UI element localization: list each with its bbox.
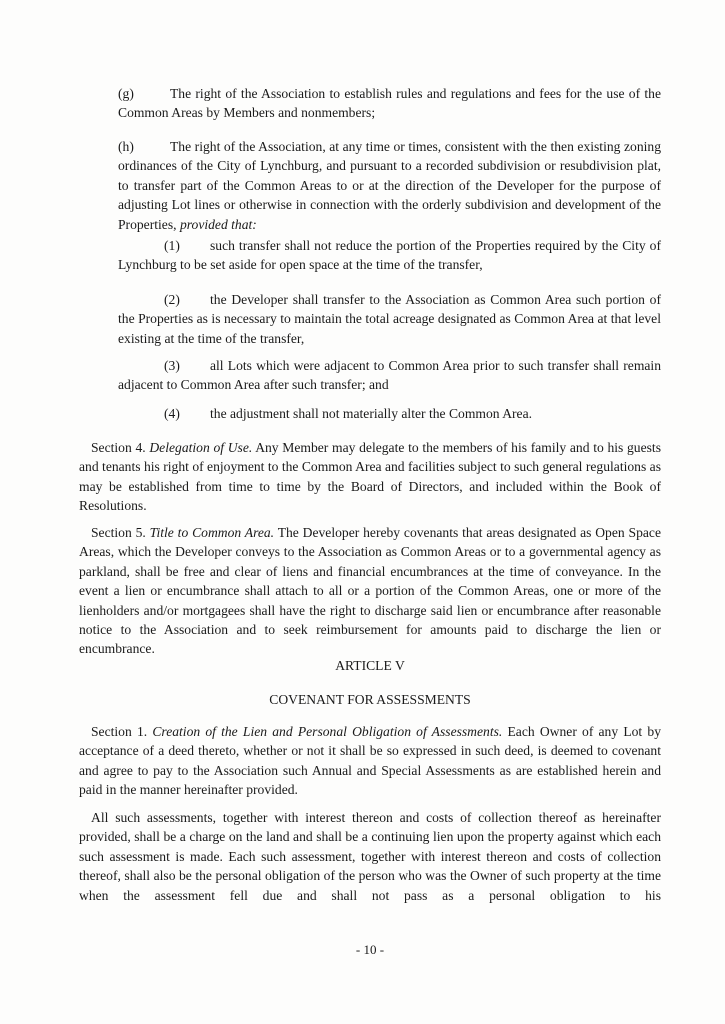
item-g-text: The right of the Association to establish rules and regulations and fees for the use of the Common Areas by Members and nonmembers; xyxy=(118,86,661,121)
item-h-proviso: provided that: xyxy=(179,216,257,232)
section-4-text: Any Member may delegate to the members of his family and to his guests and tenants his right of enjoyment to the Common Area and facilities subject to such general regulations as may be established from time to time by the Board of Directors, and included within the Book of Resolutions. xyxy=(79,440,661,514)
item-g xyxy=(118,84,661,123)
article-paragraph-2 xyxy=(79,808,661,905)
item-g-label: (g) xyxy=(118,86,134,101)
item-h2-text: the Developer shall transfer to the Association as Common Area such portion of the Properties as is necessary to maintain the total acreage designated as Common Area at that level existing at the time of the transfer, xyxy=(118,292,661,346)
item-h4-label: (4) xyxy=(164,406,180,421)
article-paragraph-2-text: All such assessments, together with interest thereon and costs of collection thereof as hereinafter provided, shall be a charge on the land and shall be a continuing lien upon the property against which each such assessment is made. Each such assessment, together with interest thereon and costs of collection thereof, shall also be the personal obligation of the person who was the Owner of such property at the time when the assessment fell due and shall not pass as a personal obligation to his xyxy=(79,810,661,903)
section-4 xyxy=(79,438,661,516)
item-h4-text: the adjustment shall not materially alter the Common Area. xyxy=(210,406,533,421)
article-subheading: COVENANT FOR ASSESSMENTS xyxy=(269,692,471,707)
item-h1-text: such transfer shall not reduce the portion of the Properties required by the City of Lynchburg to be set aside for open space at the time of the transfer, xyxy=(118,238,661,273)
section-5-title: Title to Common Area. xyxy=(149,525,275,540)
item-h3 xyxy=(118,356,661,395)
article-section-1-title: Creation of the Lien and Personal Obligation of Assessments. xyxy=(152,724,503,739)
article-section-1-number: Section 1. xyxy=(91,724,148,739)
item-h xyxy=(118,137,661,234)
section-4-title: Delegation of Use. xyxy=(149,440,253,455)
item-h-label: (h) xyxy=(118,139,134,154)
item-h3-text: all Lots which were adjacent to Common Area prior to such transfer shall remain adjacent to Common Area after such transfer; and xyxy=(118,358,661,393)
section-5-number: Section 5. xyxy=(91,525,146,540)
page-number: - 10 - xyxy=(355,942,385,957)
article-heading: ARTICLE V xyxy=(335,658,405,673)
item-h2-label: (2) xyxy=(164,292,180,307)
item-h4 xyxy=(118,404,661,423)
section-4-number: Section 4. xyxy=(91,440,146,455)
article-section-1 xyxy=(79,722,661,800)
section-5-text: The Developer hereby covenants that areas designated as Open Space Areas, which the Developer conveys to the Association as Common Areas or to a governmental agency as parkland, shall be free and clear of liens and financial encumbrances at the time of conveyance. In the event a lien or encumbrance shall attach to all or a portion of the Common Areas, one or more of the lienholders and/or mortgagees shall have the right to discharge said lien or encumbrance after reasonable notice to the Association and to seek reimbursement for amounts paid to discharge the lien or encumbrance. xyxy=(79,525,661,657)
item-h1-label: (1) xyxy=(164,238,180,253)
section-5 xyxy=(79,523,661,659)
item-h1 xyxy=(118,236,661,275)
item-h2 xyxy=(118,290,661,348)
item-h-text: The right of the Association, at any time or times, consistent with the then existing zoning ordinances of the City of Lynchburg, and pursuant to a recorded subdivision or resubdivision plat, to transfer part of the Common Areas to or at the direction of the Developer for the purpose of adjusting Lot lines or otherwise in connection with the orderly subdivision and development of the Properties, xyxy=(118,139,661,232)
item-h3-label: (3) xyxy=(164,358,180,373)
article-section-1-text: Each Owner of any Lot by acceptance of a deed thereto, whether or not it shall be so expressed in such deed, is deemed to covenant and agree to pay to the Association such Annual and Special Assessments as are established herein and paid in the manner hereinafter provided. xyxy=(79,724,661,798)
